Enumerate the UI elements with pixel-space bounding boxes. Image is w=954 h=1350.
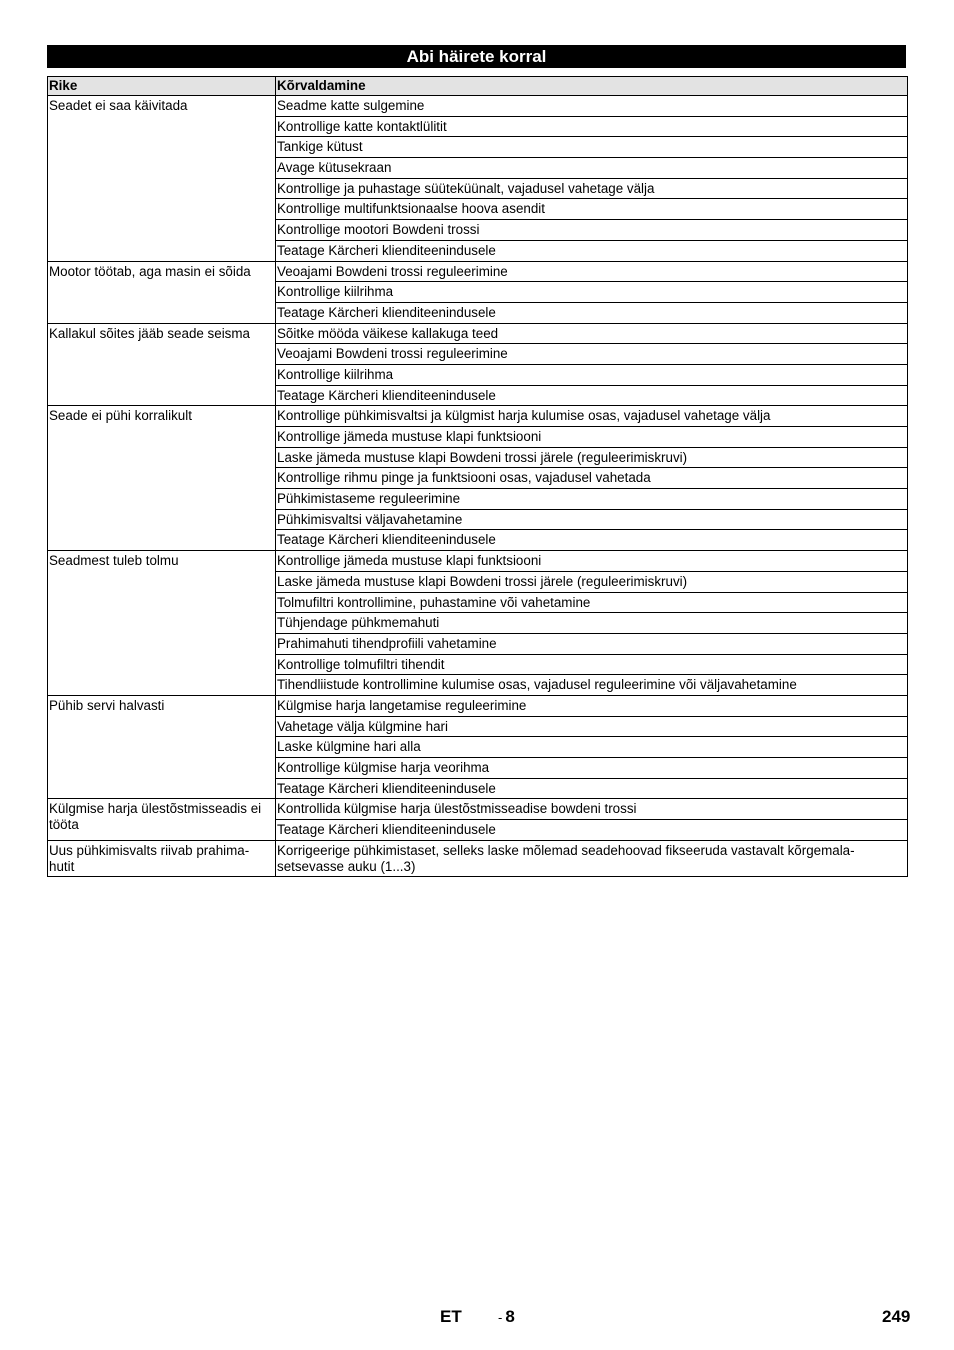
remedy-cell: Tankige kütust bbox=[276, 137, 908, 158]
table-header-row bbox=[48, 77, 908, 96]
remedy-cell: Veoajami Bowdeni trossi reguleerimine bbox=[276, 261, 908, 282]
remedy-cell: Kontrollige kiilrihma bbox=[276, 282, 908, 303]
table-row bbox=[48, 261, 908, 282]
remedy-cell: Kontrollige jämeda mustuse klapi funktsiooni bbox=[276, 427, 908, 448]
remedy-cell: Kontrollige ja puhastage süüteküünalt, vajadusel vahetage välja bbox=[276, 178, 908, 199]
table-row bbox=[48, 799, 908, 820]
remedy-cell: Pühkimistaseme reguleerimine bbox=[276, 489, 908, 510]
remedy-cell: Kontrollige mootori Bowdeni trossi bbox=[276, 220, 908, 241]
footer-section-page bbox=[498, 1307, 515, 1327]
fault-cell: Mootor töötab, aga masin ei sõida bbox=[48, 261, 276, 323]
footer-dash: - bbox=[498, 1310, 503, 1325]
fault-cell: Seade ei pühi korralikult bbox=[48, 406, 276, 551]
remedy-cell: Kontrollige jämeda mustuse klapi funktsiooni bbox=[276, 551, 908, 572]
table-row bbox=[48, 406, 908, 427]
remedy-cell: Laske külgmine hari alla bbox=[276, 737, 908, 758]
remedy-cell: Vahetage välja külgmine hari bbox=[276, 716, 908, 737]
footer-section-page-number: 8 bbox=[505, 1307, 515, 1326]
remedy-cell: Sõitke mööda väikese kallakuga teed bbox=[276, 323, 908, 344]
remedy-cell: Avage kütusekraan bbox=[276, 158, 908, 179]
fault-cell: Seadmest tuleb tolmu bbox=[48, 551, 276, 696]
remedy-cell: Teatage Kärcheri klienditeenindusele bbox=[276, 778, 908, 799]
remedy-cell: Teatage Kärcheri klienditeenindusele bbox=[276, 530, 908, 551]
fault-cell: Seadet ei saa käivitada bbox=[48, 96, 276, 262]
table-row bbox=[48, 96, 908, 117]
remedy-cell: Kontrollige pühkimisvaltsi ja külgmist harja kulumise osas, vajadusel vahetage välja bbox=[276, 406, 908, 427]
table-row bbox=[48, 840, 908, 876]
remedy-cell: Teatage Kärcheri klienditeenindusele bbox=[276, 385, 908, 406]
remedy-cell: Seadme katte sulgemine bbox=[276, 96, 908, 117]
remedy-cell: Laske jämeda mustuse klapi Bowdeni trossi järele (reguleerimiskruvi) bbox=[276, 571, 908, 592]
remedy-cell: Teatage Kärcheri klienditeenindusele bbox=[276, 302, 908, 323]
header-remedy: Kõrvaldamine bbox=[276, 77, 908, 96]
section-title: Abi häirete korral bbox=[47, 45, 906, 68]
remedy-cell: Laske jämeda mustuse klapi Bowdeni trossi järele (reguleerimiskruvi) bbox=[276, 447, 908, 468]
remedy-cell: Külgmise harja langetamise reguleerimine bbox=[276, 695, 908, 716]
remedy-cell: Tihendliistude kontrollimine kulumise osas, vajadusel reguleerimine või väljavahetamine bbox=[276, 675, 908, 696]
fault-cell: Külgmise harja ülestõstmisseadis ei tööta bbox=[48, 799, 276, 840]
fault-cell: Uus pühkimisvalts riivab prahima-hutit bbox=[48, 840, 276, 876]
fault-cell: Pühib servi halvasti bbox=[48, 695, 276, 798]
remedy-cell: Teatage Kärcheri klienditeenindusele bbox=[276, 240, 908, 261]
remedy-cell: Kontrollige katte kontaktlülitit bbox=[276, 116, 908, 137]
header-fault: Rike bbox=[48, 77, 276, 96]
footer-page-number: 249 bbox=[882, 1307, 911, 1326]
remedy-cell: Kontrollida külgmise harja ülestõstmisseadise bowdeni trossi bbox=[276, 799, 908, 820]
remedy-cell: Kontrollige kiilrihma bbox=[276, 364, 908, 385]
table-body bbox=[48, 96, 908, 877]
remedy-cell: Tühjendage pühkmemahuti bbox=[276, 613, 908, 634]
remedy-cell: Tolmufiltri kontrollimine, puhastamine või vahetamine bbox=[276, 592, 908, 613]
remedy-cell: Teatage Kärcheri klienditeenindusele bbox=[276, 820, 908, 841]
remedy-cell: Pühkimisvaltsi väljavahetamine bbox=[276, 509, 908, 530]
remedy-cell: Veoajami Bowdeni trossi reguleerimine bbox=[276, 344, 908, 365]
table-row bbox=[48, 551, 908, 572]
remedy-cell: Prahimahuti tihendprofiili vahetamine bbox=[276, 633, 908, 654]
fault-cell: Kallakul sõites jääb seade seisma bbox=[48, 323, 276, 406]
remedy-cell: Korrigeerige pühkimistaset, selleks laske mõlemad seadehoovad fikseeruda vastavalt kõrgemala-setsevasse auku (1...3) bbox=[276, 840, 908, 876]
remedy-cell: Kontrollige rihmu pinge ja funktsiooni osas, vajadusel vahetada bbox=[276, 468, 908, 489]
table-row bbox=[48, 695, 908, 716]
remedy-cell: Kontrollige külgmise harja veorihma bbox=[276, 758, 908, 779]
remedy-cell: Kontrollige multifunktsionaalse hoova asendit bbox=[276, 199, 908, 220]
table-row bbox=[48, 323, 908, 344]
troubleshooting-table bbox=[47, 76, 908, 877]
footer-language: ET bbox=[440, 1307, 462, 1326]
remedy-cell: Kontrollige tolmufiltri tihendit bbox=[276, 654, 908, 675]
